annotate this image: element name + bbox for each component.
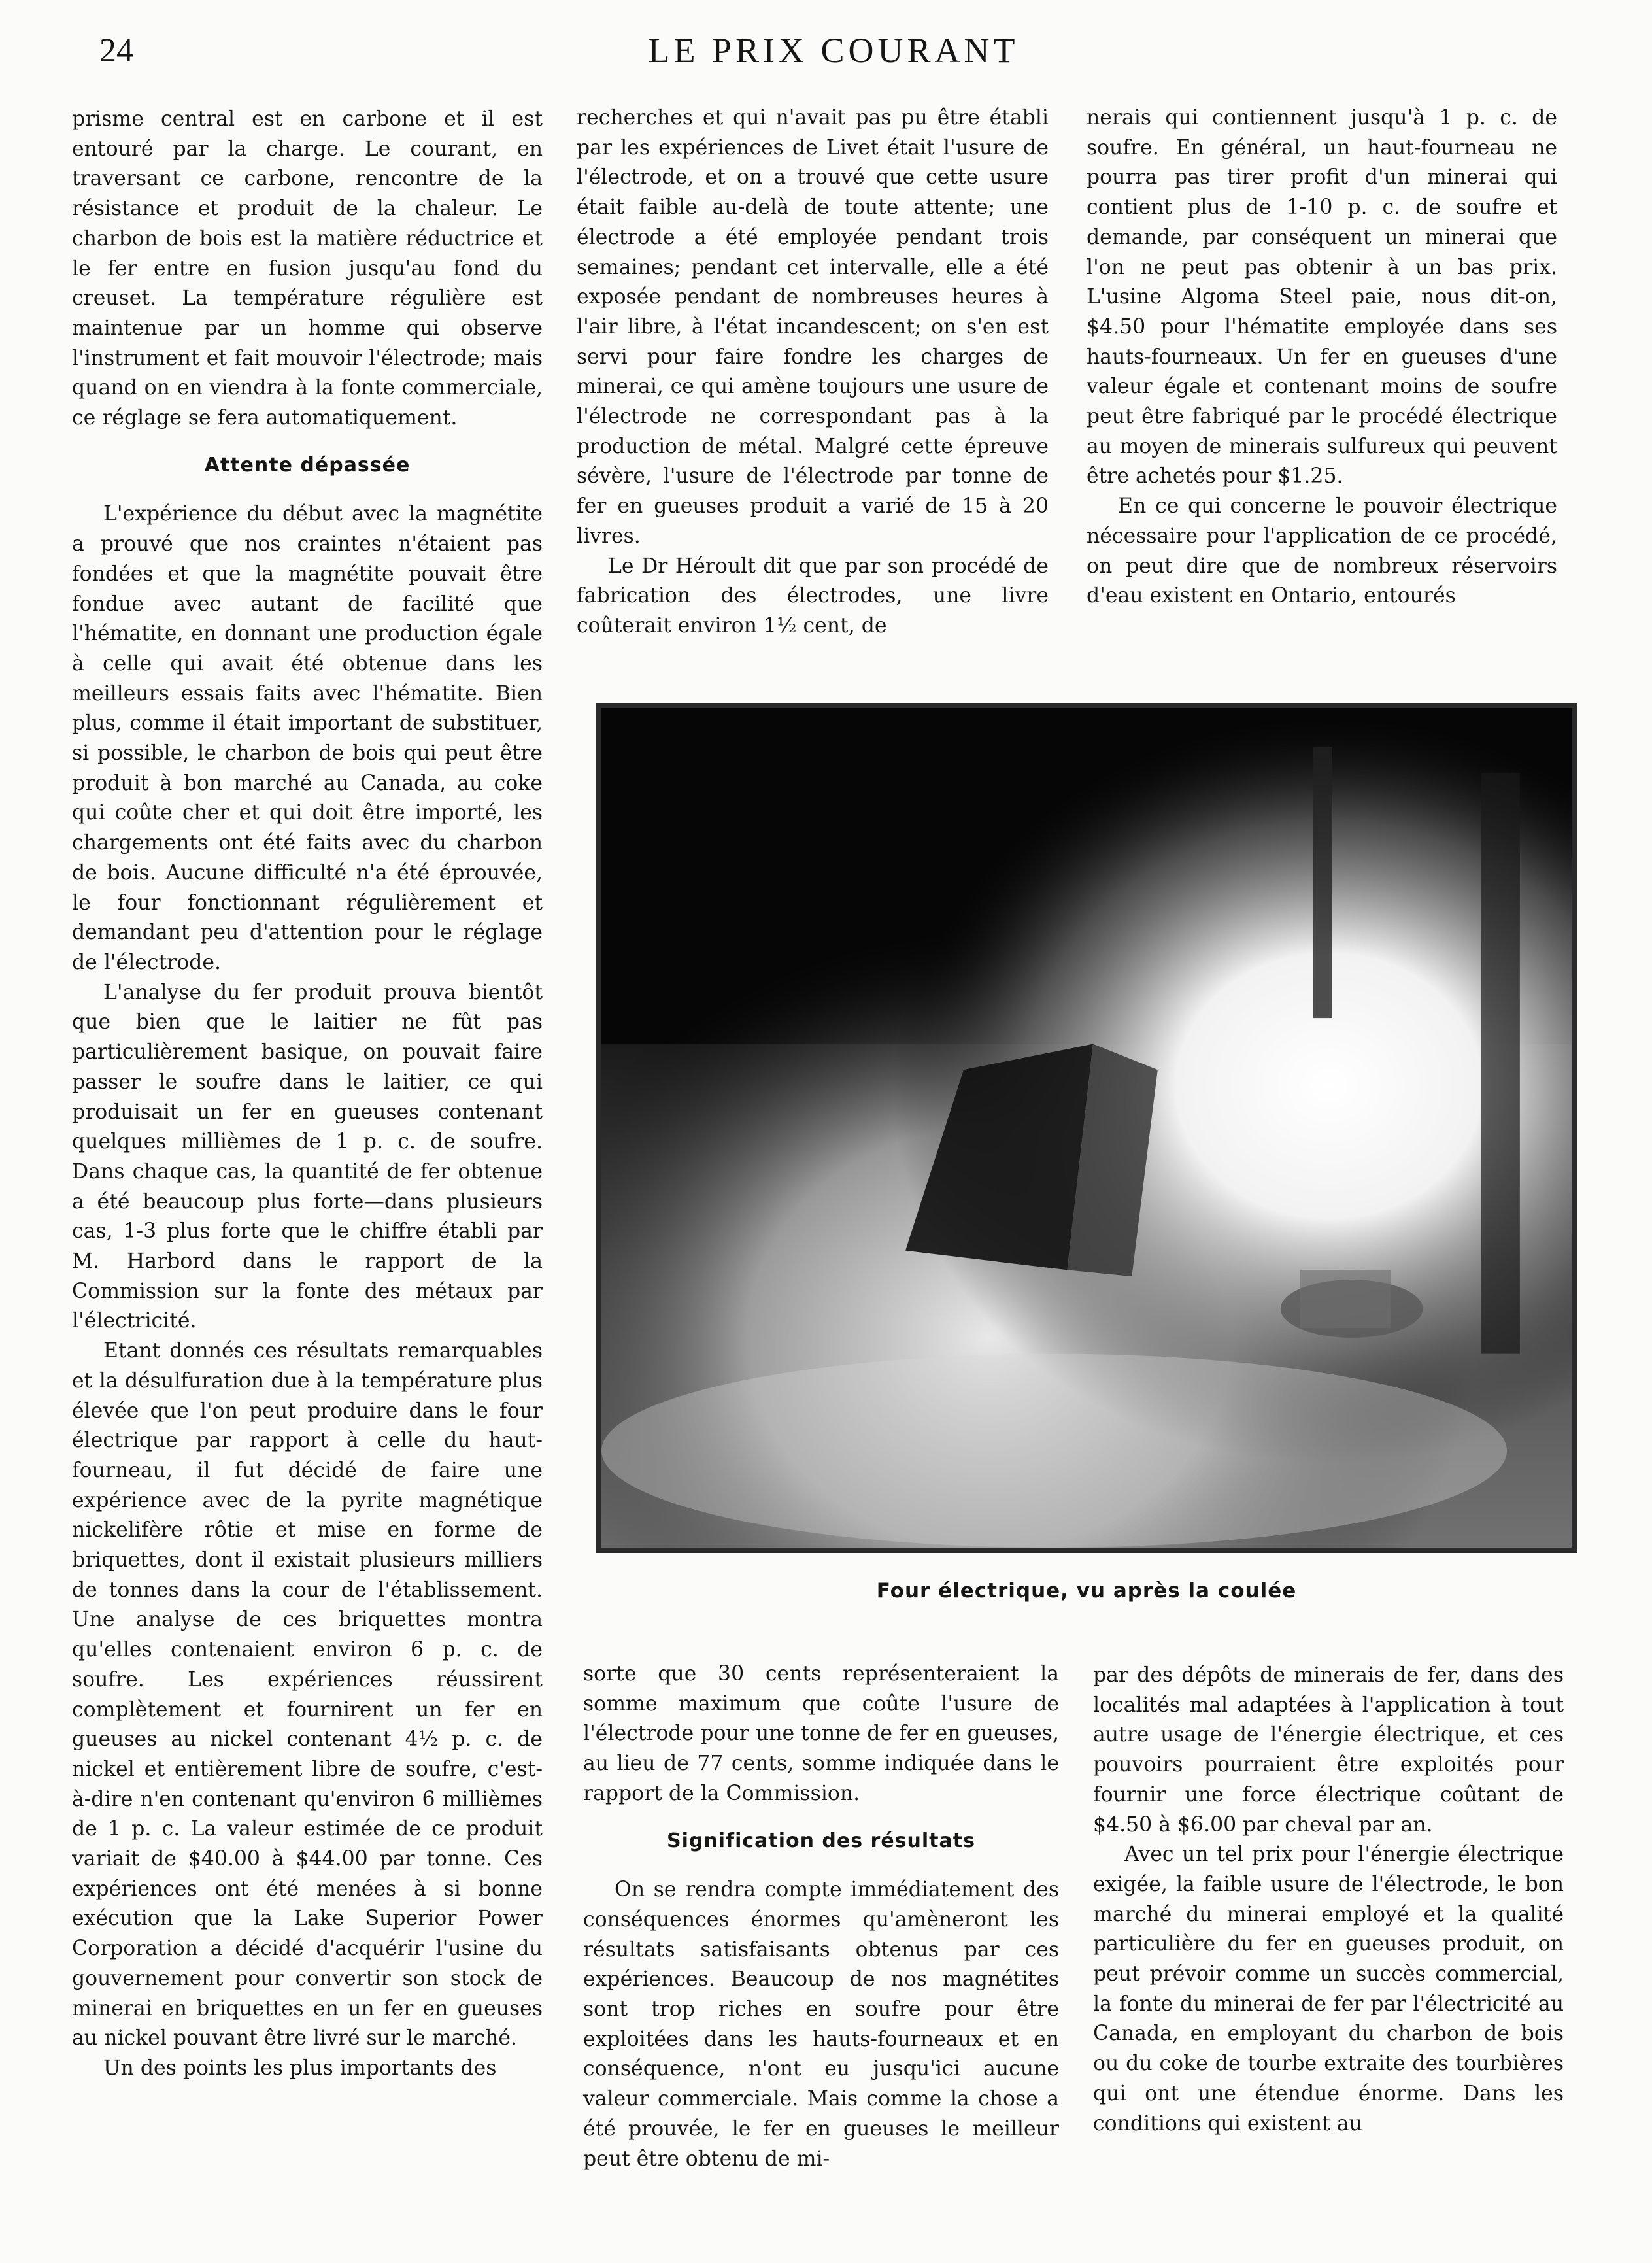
article-column-3-continued [1093,1661,1564,2139]
paragraph: Un des points les plus importants des [103,2056,497,2080]
article-column-2-continued [583,1659,1059,2174]
paragraph: prisme central est en carbone et il est entouré par la charge. Le courant, en traversant ce carbone, rencontre de la résistance et produit de la chaleur. Le charbon de bois est la matière réductrice et le fer entre en fusion jusqu'au fond du creuset. La température régulière est maintenue par un homme qui observe l'instrument et fait mouvoir l'électrode; mais quand on en viendra à la fonte commerciale, ce réglage se fera automatiquement. [72,107,543,430]
paragraph: par des dépôts de minerais de fer, dans des localités mal adaptées à l'application à tout autre usage de l'énergie électrique, et ces pouvoirs pourraient être exploités pour fournir une force électrique coûtant de $4.50 à $6.00 par cheval par an. [1093,1663,1564,1837]
page-header: LE PRIX COURANT [648,31,1019,70]
furnace-photo-image [601,708,1572,1548]
section-heading: Attente dépassée [204,453,411,477]
article-column-3 [1087,103,1557,611]
paragraph: sorte que 30 cents représenteraient la somme maximum que coûte l'usure de l'électrode pour une tonne de fer en gueuses, au lieu de 77 cents, somme indiquée dans le rapport de la Commission. [583,1662,1059,1805]
paragraph: L'analyse du fer produit prouva bientôt que bien que le laitier ne fût pas particulièrement basique, on pouvait faire passer le soufre dans le laitier, ce qui produisait un fer en gueuses contenant quelques millièmes de 1 p. c. de soufre. Dans chaque cas, la quantité de fer obtenue a été beaucoup plus forte—dans plusieurs cas, 1-3 plus forte que le chiffre établi par M. Harbord dans le rapport de la Commission sur la fonte des métaux par l'électricité. [72,980,543,1333]
section-heading: Signification des résultats [667,1829,975,1852]
paragraph: recherches et qui n'avait pas pu être établi par les expériences de Livet était l'usure de l'électrode, et on a trouvé que cette usure était faible au-delà de toute attente; une électrode a été employée pendant trois semaines; pendant cet intervalle, elle a été exposée pendant de nombreuses heures à l'air libre, à l'état incandescent; on s'en est servi pour faire fondre les charges de minerai, ce qui amène toujours une usure de l'électrode ne correspondant pas à la production de métal. Malgré cette épreuve sévère, l'usure de l'électrode par tonne de fer en gueuses produit a varié de 15 à 20 livres. [577,106,1049,548]
furnace-photo [596,703,1577,1553]
paragraph: Avec un tel prix pour l'énergie électrique exigée, la faible usure de l'électrode, le bon marché du minerai employé et la qualité particulière du fer en gueuses produit, on peut prévoir comme un succès commercial, la fonte du minerai de fer par l'électricité au Canada, en employant du charbon de bois ou du coke de tourbe extraite des tourbières qui ont une étendue énorme. Dans les conditions qui existent au [1093,1843,1564,2135]
article-column-2 [577,103,1049,641]
article-column-1 [72,105,543,2084]
paragraph: nerais qui contiennent jusqu'à 1 p. c. de soufre. En général, un haut-fourneau ne pourra pas tirer profit d'un minerai qui contient plus de 1-10 p. c. de soufre et demande, par conséquent un minerai que l'on ne peut pas obtenir à un bas prix. L'usine Algoma Steel paie, nous dit-on, $4.50 pour l'hématite employée dans ses hauts-fourneaux. Un fer en gueuses d'une valeur égale et contenant moins de soufre peut être fabriqué par le procédé électrique au moyen de minerais sulfureux qui peuvent être achetés pour $1.25. [1087,106,1557,488]
page-number: 24 [99,32,133,69]
paragraph: L'expérience du début avec la magnétite a prouvé que nos craintes n'étaient pas fondées et que la magnétite pouvait être fondue avec autant de facilité que l'hématite, en donnant une production égale à celle qui avait été obtenue dans les meilleurs essais faits avec l'hématite. Bien plus, comme il était important de substituer, si possible, le charbon de bois qui peut être produit à bon marché au Canada, au coke qui coûte cher et qui doit être importé, les chargements ont été faits avec du charbon de bois. Aucune difficulté n'a été éprouvée, le four fonctionnant régulièrement et demandant peu d'attention pour le réglage de l'électrode. [72,502,543,974]
paragraph: En ce qui concerne le pouvoir électrique nécessaire pour l'application de ce procédé, on peut dire que de nombreux réservoirs d'eau existent en Ontario, entourés [1087,494,1557,608]
photo-caption: Four électrique, vu après la coulée [876,1579,1297,1603]
paragraph: On se rendra compte immédiatement des conséquences énormes qu'amèneront les résultats satisfaisants obtenus par ces expériences. Beaucoup de nos magnétites sont trop riches en soufre pour être exploitées dans les hauts-fourneaux et en conséquence, n'ont eu jusqu'ici aucune valeur commerciale. Mais comme la chose a été prouvée, le fer en gueuses le meilleur peut être obtenu de mi- [583,1878,1059,2171]
paragraph: Le Dr Héroult dit que par son procédé de fabrication des électrodes, une livre coûterait environ 1½ cent, de [577,554,1049,638]
paragraph: Etant donnés ces résultats remarquables et la désulfuration due à la température plus élevée que l'on peut produire dans le four électrique par rapport à celle du haut-fourneau, il fut décidé de faire une expérience avec de la pyrite magnétique nickelifère rôtie et mise en forme de briquettes, dont il existait plusieurs milliers de tonnes dans la cour de l'établissement. Une analyse de ces briquettes montra qu'elles contenaient environ 6 p. c. de soufre. Les expériences réussirent complètement et fournirent un fer en gueuses au nickel contenant 4½ p. c. de nickel et entièrement libre de soufre, c'est-à-dire n'en contenant qu'environ 6 millièmes de 1 p. c. La valeur estimée de ce produit variait de $40.00 à $44.00 par tonne. Ces expériences ont été menées à si bonne exécution que la Lake Superior Power Corporation a décidé d'acquérir l'usine du gouvernement pour convertir son stock de minerai en briquettes en un fer en gueuses au nickel pouvant être livré sur le marché. [72,1339,543,2050]
